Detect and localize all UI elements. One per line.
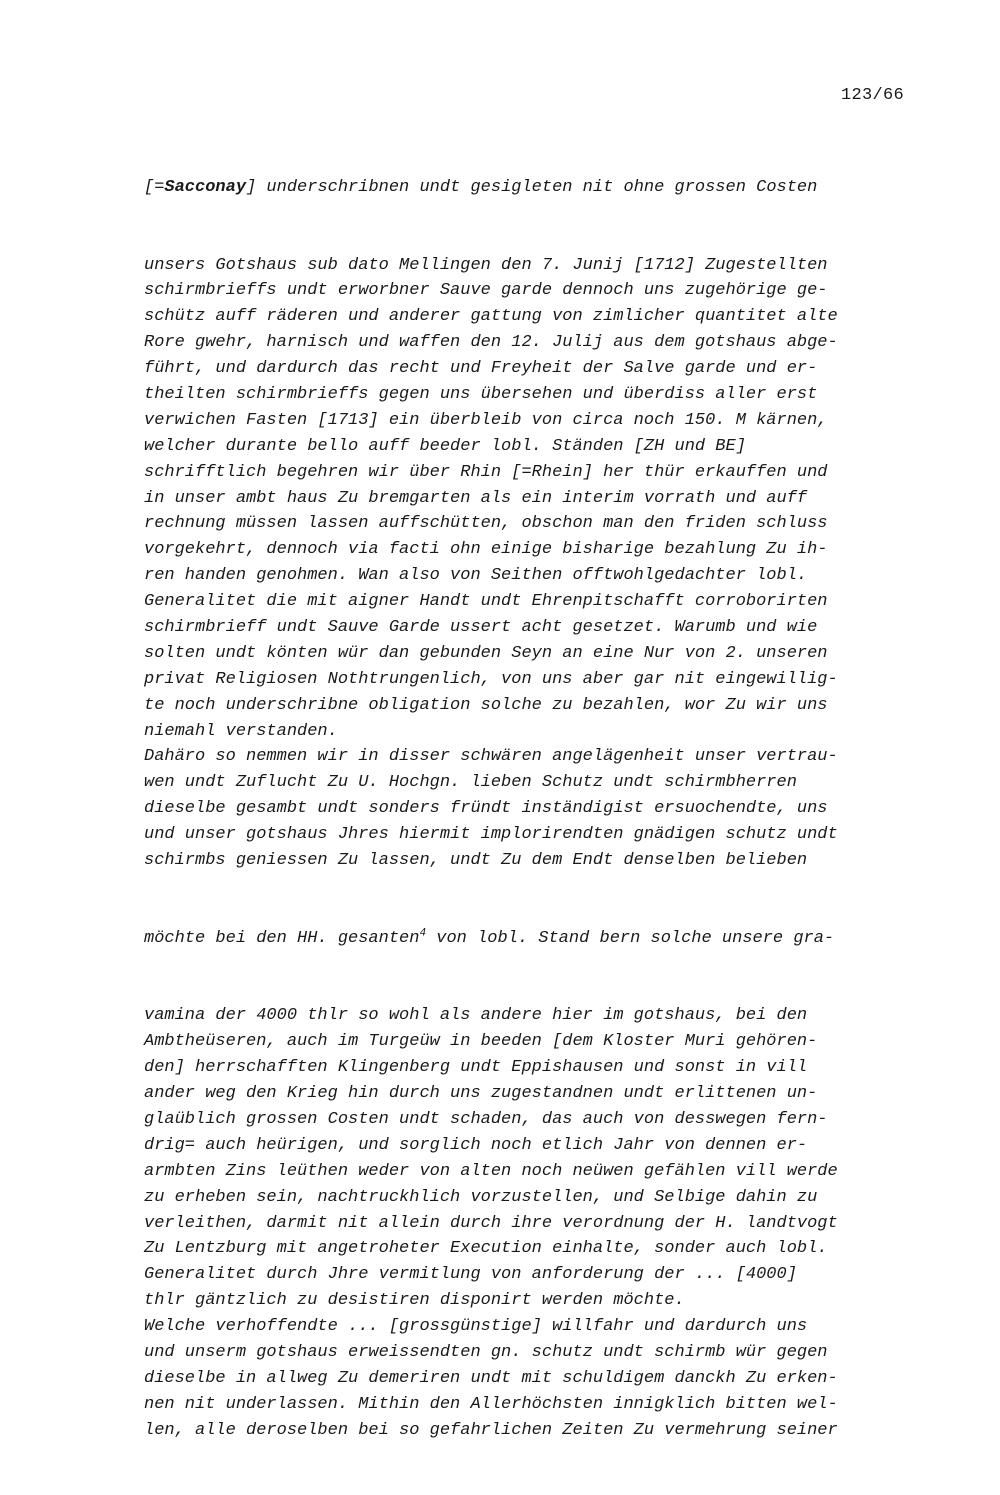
text-line: drig= auch heürigen, und sorglich noch etlich Jahr von dennen er- [144,1135,808,1155]
text-line: dieselbe gesambt undt sonders fründt inständigist ersuochendte, uns [144,799,828,819]
text-line: in unser ambt haus Zu bremgarten als ein interim vorrath und auff [144,488,808,508]
footnote-line-after: von lobl. Stand bern solche unsere gra- [426,928,835,948]
text-line: welcher durante bello auff beeder lobl. Ständen [ZH und BE] [144,436,746,456]
text-line: wen undt Zuflucht Zu U. Hochgn. lieben Schutz undt schirmbherren [144,773,797,793]
text-line: schütz auff räderen und anderer gattung von zimlicher quantitet alte [144,307,838,327]
document-body [144,123,914,1495]
text-line: schirmbs geniessen Zu lassen, undt Zu dem Endt denselben belieben [144,851,808,870]
text-line: thlr gäntzlich zu desistiren disponirt werden möchte. [144,1291,685,1311]
text-line: ren handen genohmen. Wan also von Seithen offtwohlgedachter lobl. [144,566,808,586]
text-line: privat Religiosen Nothtrungenlich, von uns aber gar nit eingewillig- [144,669,838,689]
footnote-line-before: möchte bei den HH. gesanten [144,928,420,948]
footnote-marker: 4 [419,927,427,940]
text-line: Generalitet die mit aigner Handt undt Ehrenpitschafft corroborirten [144,592,828,612]
text-line: und unserm gotshaus erweissendten gn. schutz undt schirmb wür gegen [144,1342,828,1362]
page-number: 123/66 [840,86,904,105]
text-line: theilten schirmbrieffs gegen uns übersehen und überdiss aller erst [144,384,818,404]
text-line: zu erheben sein, nachtruckhlich vorzustellen, und Selbige dahin zu [144,1187,818,1207]
bracket-open: [= [144,177,165,197]
text-line: schrifftlich begehren wir über Rhin [=Rhein] her thür erkauffen und [144,462,828,482]
text-line: te noch underschribne obligation solche zu bezahlen, wor Zu wir uns [144,695,828,715]
text-line: vorgekehrt, dennoch via facti ohn einige bisharige bezahlung Zu ih- [144,540,828,560]
paragraph-block-a [144,253,914,874]
text-line: Ambtheüseren, auch im Turgeüw in beeden [dem Kloster Muri gehören- [144,1032,818,1052]
paragraph-block-b [144,1003,914,1443]
text-line: verwichen Fasten [1713] ein überbleib von circa noch 150. M kärnen, [144,410,828,430]
text-line: unsers Gotshaus sub dato Mellingen den 7. Junij [1712] Zugestellten [144,255,828,275]
text-line: len, alle deroselben bei so gefahrlichen Zeiten Zu vermehrung seiner [144,1420,838,1440]
text-line: schirmbrieff undt Sauve Garde ussert acht gesetzet. Warumb und wie [144,617,818,637]
line-rest: ] underschribnen undt gesigleten nit ohne grossen Costen [246,177,818,197]
text-line: vamina der 4000 thlr so wohl als andere hier im gotshaus, bei den [144,1006,808,1026]
person-name: Sacconay [164,177,247,197]
footnote-line [144,926,914,952]
text-line: Generalitet durch Jhre vermitlung von anforderung der ... [4000] [144,1265,797,1285]
text-line: Zu Lentzburg mit angetroheter Execution einhalte, sonder auch lobl. [144,1239,828,1259]
text-line: den] herrschafften Klingenberg undt Eppishausen und sonst in vill [144,1058,808,1078]
text-line-1 [144,175,914,201]
text-line: führt, und dardurch das recht und Freyheit der Salve garde und er- [144,359,818,379]
text-line: und unser gotshaus Jhres hiermit implorirendten gnädigen schutz undt [144,825,838,845]
text-line: glaüblich grossen Costen undt schaden, das auch von desswegen fern- [144,1109,828,1129]
text-line: schirmbrieffs undt erworbner Sauve garde dennoch uns zugehörige ge- [144,281,828,301]
text-line: Dahäro so nemmen wir in disser schwären angelägenheit unser vertrau- [144,747,838,767]
text-line: rechnung müssen lassen auffschütten, obschon man den friden schluss [144,514,828,534]
text-line: niemahl verstanden. [144,721,338,741]
text-line: dieselbe in allweg Zu demeriren undt mit schuldigem danckh Zu erken- [144,1368,838,1388]
text-line: nen nit underlassen. Mithin den Allerhöchsten innigklich bitten wel- [144,1394,838,1414]
text-line: verleithen, darmit nit allein durch ihre verordnung der H. landtvogt [144,1213,838,1233]
text-line: armbten Zins leüthen weder von alten noch neüwen gefählen vill werde [144,1161,838,1181]
text-line: solten undt könten wür dan gebunden Seyn an eine Nur von 2. unseren [144,643,828,663]
text-line: Welche verhoffendte ... [grossgünstige] willfahr und dardurch uns [144,1317,808,1337]
text-line: Rore gwehr, harnisch und waffen den 12. Julij aus dem gotshaus abge- [144,333,838,353]
text-line: ander weg den Krieg hin durch uns zugestandnen undt erlittenen un- [144,1084,818,1104]
